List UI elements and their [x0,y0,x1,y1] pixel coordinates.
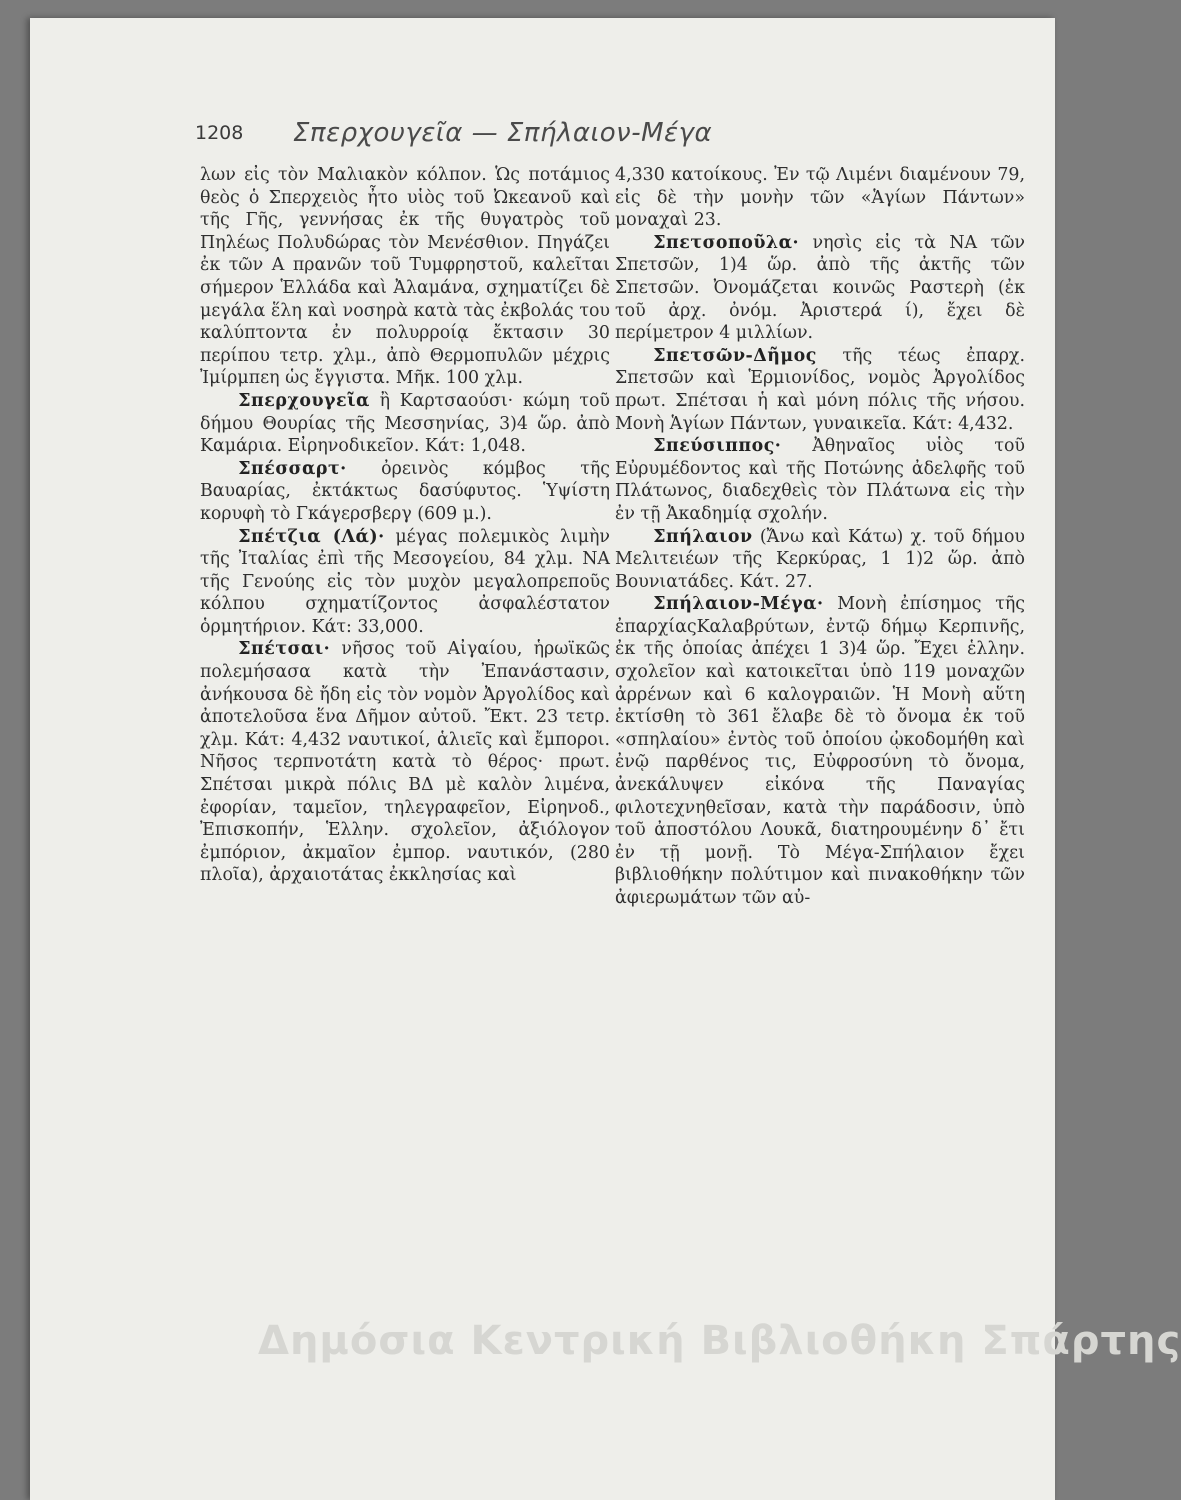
page-number: 1208 [195,122,244,144]
entry-text: ἢ Καρτσαούσι· κώμη τοῦ δήμου Θουρίας τῆς Μεσσηνίας, 3)4 ὥρ. ἀπὸ Καμάρια. Εἰρηνοδικεῖον. Κάτ: 1,048. [200,390,610,457]
dictionary-entry [615,345,1025,435]
entry-headword: Σπήλαιον [653,526,753,547]
dictionary-entry [200,458,610,526]
entry-headword: Σπετσοποῦλα· [653,232,800,253]
entry-text: ὀρεινὸς κόμβος τῆς Βαυαρίας, ἐκτάκτως δασύφυτος. Ὑψίστη κορυφὴ τὸ Γκάγερσβεργ (609 μ.). [200,458,610,524]
entry-headword: Σπήλαιον-Μέγα· [653,594,824,615]
dictionary-entry [615,593,1025,909]
continued-paragraph: λων εἰς τὸν Μαλιακὸν κόλπον. Ὡς ποτάμιος θεὸς ὁ Σπερχειὸς ἦτο υἱὸς τοῦ Ὠκεανοῦ καὶ τῆς Γῆς, γεννήσας ἐκ τῆς θυγατρὸς τοῦ Πηλέως Πολυδώρας τὸν Μενέσθιον. Πηγάζει ἐκ τῶν Α πρανῶν τοῦ Τυμφρηστοῦ, καλεῖται σήμερον Ἑλλάδα καὶ Ἀλαμάνα, σχηματίζει δὲ μεγάλα ἕλη καὶ νοσηρὰ κατὰ τὰς ἐκβολάς του καλύπτοντα ἐν πολυρροίᾳ ἔκτασιν 30 περίπου τετρ. χλμ., ἀπὸ Θερμοπυλῶν μέχρις Ἰμίρμπεη ὡς ἔγγιστα. Μῆκ. 100 χλμ. [200,165,610,389]
right-column [615,164,1025,910]
entry-headword: Σπέτσαι· [238,639,331,660]
entry-text: νῆσος τοῦ Αἰγαίου, ἡρωϊκῶς πολεμήσασα κατὰ τὴν Ἐπανάστασιν, ἀνήκουσα δὲ ἤδη εἰς τὸν νομὸν Ἀργολίδος καὶ ἀποτελοῦσα ἕνα Δῆμον αὐτοῦ. Ἔκτ. 23 τετρ. χλμ. Κάτ: 4,432 ναυτικοί, ἁλιεῖς καὶ ἔμποροι. Νῆσος τερπνοτάτη κατὰ τὸ θέρος· πρωτ. Σπέτσαι μικρὰ πόλις ΒΔ μὲ καλὸν λιμένα, ἐφορίαν, ταμεῖον, τηλεγραφεῖον, Εἰρηνοδ., Ἐπισκοπήν, Ἑλλην. σχολεῖον, ἀξιόλογον ἐμπόριον, ἀκμαῖον ἐμπορ. ναυτικόν, (280 πλοῖα), ἀρχαιοτάτας ἐκκλησίας καὶ [200,639,610,886]
continued-paragraph: 4,330 κατοίκους. Ἐν τῷ Λιμένι διαμένουν 79, εἰς δὲ τὴν μονὴν τῶν «Ἁγίων Πάντων» μοναχαὶ 23. [615,165,1025,231]
dictionary-entry [615,232,1025,345]
library-watermark: Δημόσια Κεντρική Βιβλιοθήκη Σπάρτης [258,1318,1181,1364]
dictionary-entry [200,390,610,458]
entry-headword: Σπεύσιππος· [653,436,782,457]
dictionary-entry [615,435,1025,525]
running-title: Σπερχουγεῖα — Σπήλαιον-Μέγα [293,118,713,148]
entry-text: Ἀθηναῖος υἱὸς τοῦ Εὐρυμέδοντος καὶ τῆς Ποτώνης ἀδελφῆς τοῦ Πλάτωνος, διαδεχθεὶς τὸν Πλάτωνα εἰς τὴν ἐν τῇ Ἀκαδημίᾳ σχολήν. [615,436,1025,524]
entry-text: τῆς τέως ἐπαρχ. Σπετσῶν καὶ Ἑρμιονίδος, νομὸς Ἀργολίδος πρωτ. Σπέτσαι ἡ καὶ μόνη πόλις τῆς νήσου. Μονὴ Ἁγίων Πάντων, γυναικεῖα. Κάτ: 4,432. [615,345,1025,434]
dictionary-entry [200,638,610,887]
entry-text: (Ἄνω καὶ Κάτω) χ. τοῦ δήμου Μελιτειέων τῆς Κερκύρας, 1 1)2 ὥρ. ἀπὸ Βουνιατάδες. Κάτ. 27. [615,526,1025,592]
dictionary-entry [200,526,610,639]
entry-headword: Σπέσσαρτ· [238,458,347,479]
entry-headword: Σπέτζια (Λά)· [238,526,385,547]
left-column [200,164,610,887]
entry-text: Μονὴ ἐπίσημος τῆς ἐπαρχίαςΚαλαβρύτων, ἐντῷ δήμῳ Κερπινῆς, ἐκ τῆς ὁποίας ἀπέχει 1 3)4 ὥρ. Ἔχει ἑλλην. σχολεῖον καὶ κατοικεῖται ὑπὸ 119 μοναχῶν ἀρρένων καὶ 6 καλογραιῶν. Ἡ Μονὴ αὕτη ἐκτίσθη τὸ 361 ἔλαβε δὲ τὸ ὄνομα ἐκ τοῦ «σπηλαίου» ἐντὸς τοῦ ὁποίου ᾠκοδομήθη καὶ ἐνῷ παρθένος τις, Εὐφροσύνη τὸ ὄνομα, ἀνεκάλυψεν εἰκόνα τῆς Παναγίας φιλοτεχνηθεῖσαν, κατὰ τὴν παράδοσιν, ὑπὸ τοῦ ἀποστόλου Λουκᾶ, διατηρουμένην δ᾽ ἔτι ἐν τῇ μονῇ. Τὸ Μέγα-Σπήλαιον ἔχει βιβλιοθήκην πολύτιμον καὶ πινακοθήκην τῶν ἀφιερωμάτων τῶν αὐ- [615,594,1025,908]
entry-text: μέγας πολεμικὸς λιμὴν τῆς Ἰταλίας ἐπὶ τῆς Μεσογείου, 84 χλμ. ΝΑ τῆς Γενούης εἰς τὸν μυχὸν μεγαλοπρεποῦς κόλπου σχηματίζοντος ἀσφαλέστατον ὁρμητήριον. Κάτ: 33,000. [200,526,610,637]
entry-headword: Σπερχουγεῖα [238,390,370,411]
dictionary-entry [615,526,1025,594]
entry-text: νησὶς εἰς τὰ ΝΑ τῶν Σπετσῶν, 1)4 ὥρ. ἀπὸ τῆς ἀκτῆς τῶν Σπετσῶν. Ὀνομάζεται κοινῶς Ραστερὴ (ἐκ τοῦ ἀρχ. ὀνόμ. Ἀριστερά ί), ἔχει δὲ περίμετρον 4 μιλλίων. [615,232,1025,344]
book-page [30,18,1181,1500]
entry-headword: Σπετσῶν-Δῆμος [653,345,817,366]
